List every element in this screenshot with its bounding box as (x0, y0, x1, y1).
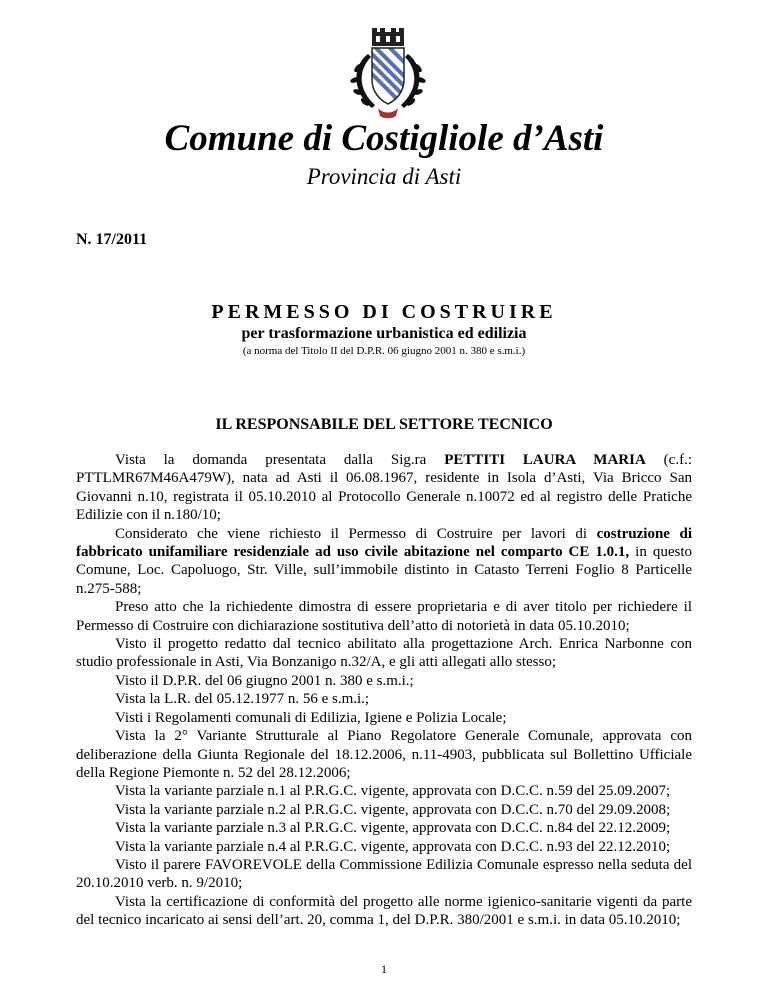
body-paragraph (76, 801, 692, 819)
body-paragraph (76, 690, 692, 708)
text-run: Vista la L.R. del 05.12.1977 n. 56 e s.m.i.; (115, 691, 370, 708)
province-subtitle: Provincia di Asti (306, 164, 462, 189)
text-run: Visto il D.P.R. del 06 giugno 2001 n. 380 e s.m.i.; (115, 672, 414, 689)
text-run: Vista la variante parziale n.1 al P.R.G.C. vigente, approvata con D.C.C. n.59 del 25.09.2007; (115, 783, 671, 800)
text-run: Visti i Regolamenti comunali di Edilizia, Igiene e Polizia Locale; (115, 709, 507, 726)
document-body (76, 451, 692, 930)
permit-legal-note: (a norma del Titolo II del D.P.R. 06 giugno 2001 n. 380 e s.m.i.) (242, 345, 526, 357)
coat-of-arms-icon (338, 26, 438, 126)
bold-text-run: costruzione di fabbricato unifamiliare residenziale ad uso civile abitazione nel comparto CE 1.0.1, (76, 525, 692, 561)
text-run: Vista la 2° Variante Strutturale al Piano Regolatore Generale Comunale, approvata con deliberazione della Giunta Regionale del 18.12.2006, n.11-4903, pubblicata sul Bollettino Ufficiale della Regione Piemonte n. 52 del 28.12.2006; (76, 728, 692, 781)
body-paragraph (76, 782, 692, 800)
body-paragraph (76, 727, 692, 782)
text-run: (c.f.: PTTLMR67M46A479W), nata ad Asti il 06.08.1967, residente in Isola d’Asti, Via Bricco San Giovanni n.10, registrata il 05.10.2010 al Protocollo Generale n.10072 ed al registro delle Pratiche Edilizie con il n.180/10; (76, 452, 692, 524)
text-run: Considerato che viene richiesto il Permesso di Costruire per lavori di (115, 525, 597, 542)
body-paragraph (76, 856, 692, 893)
text-run: Preso atto che la richiedente dimostra di essere proprietaria e di aver titolo per richiedere il Permesso di Costruire con dichiarazione sostitutiva dell’atto di notorietà in data 05.10.2010; (76, 599, 692, 634)
body-paragraph (76, 635, 692, 672)
crown-icon (372, 28, 404, 46)
text-run: Vista la variante parziale n.2 al P.R.G.C. vigente, approvata con D.C.C. n.70 del 29.09.2008; (115, 801, 671, 818)
text-run: Visto il progetto redatto dal tecnico abilitato alla progettazione Arch. Enrica Narbonne con studio professionale in Asti, Via Bonzanigo n.32/A, e gli atti allegati allo stesso; (76, 636, 692, 671)
page-number: 1 (381, 962, 387, 976)
text-run: Vista la variante parziale n.3 al P.R.G.C. vigente, approvata con D.C.C. n.84 del 22.12.2009; (115, 820, 671, 837)
coat-of-arms-graphic (338, 26, 438, 126)
body-paragraph (76, 525, 692, 599)
text-run: Vista la variante parziale n.4 al P.R.G.C. vigente, approvata con D.C.C. n.93 del 22.12.2010; (115, 838, 671, 855)
permit-title: PERMESSO DI COSTRUIRE (211, 301, 557, 323)
body-paragraph (76, 598, 692, 635)
section-heading: IL RESPONSABILE DEL SETTORE TECNICO (215, 416, 553, 433)
text-run: in questo Comune, Loc. Capoluogo, Str. Ville, sull’immobile distinto in Catasto Terreni Foglio 8 Particelle n.275-588; (76, 544, 692, 597)
text-run: Vista la domanda presentata dalla Sig.ra (115, 452, 445, 468)
bold-text-run: PETTITI LAURA MARIA (444, 452, 646, 468)
municipality-title: Comune di Costigliole d’Asti (164, 118, 604, 159)
body-paragraph (76, 672, 692, 690)
text-run: Vista la certificazione di conformità del progetto alle norme igienico-sanitarie vigenti da parte del tecnico incaricato ai sensi dell’art. 20, comma 1, del D.P.R. 380/2001 e s.m.i. in data 05.10.2010; (76, 893, 692, 929)
body-paragraph (76, 893, 692, 930)
body-paragraph (76, 709, 692, 727)
document-number: N. 17/2011 (76, 231, 148, 248)
body-paragraph (76, 838, 692, 856)
body-paragraph (76, 451, 692, 525)
permit-subtitle: per trasformazione urbanistica ed edilizia (241, 325, 527, 342)
text-run: Visto il parere FAVOREVOLE della Commissione Edilizia Comunale espresso nella seduta del 20.10.2010 verb. n. 9/2010; (76, 856, 692, 892)
body-paragraph (76, 819, 692, 837)
